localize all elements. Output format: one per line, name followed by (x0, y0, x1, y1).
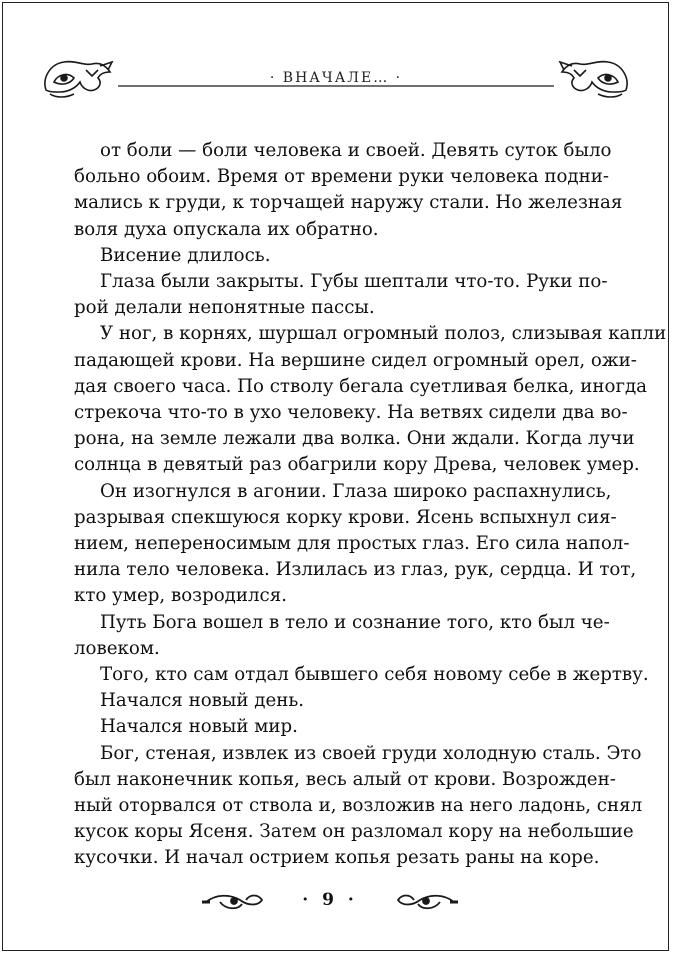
page-footer (200, 880, 460, 920)
text-line: Висение длилось. (100, 244, 271, 266)
text-line: воля духа опускала их обратно. (74, 218, 379, 240)
paragraph (74, 243, 578, 269)
paragraph (74, 688, 578, 714)
paragraph (74, 714, 578, 740)
text-line: ловеком. (74, 637, 160, 659)
text-line: У ног, в корнях, шуршал огромный полоз, слизывая капли (100, 323, 667, 345)
text-line: разрывая спекшуюся корку крови. Ясень вспыхнул сия- (74, 506, 617, 528)
text-line: дая своего часа. По стволу бегала суетливая белка, иногда (74, 375, 648, 397)
page-number: · 9 · (302, 890, 358, 910)
text-line: нием, непереносимым для простых глаз. Его сила напол- (74, 533, 630, 555)
paragraph (74, 269, 608, 321)
text-line: солнца в девятый раз обагрили кору Древа, человек умер. (74, 454, 640, 476)
body-text (74, 138, 667, 872)
text-line: кто умер, возродился. (74, 585, 287, 607)
text-line: падающей крови. На вершине сидел огромный орел, ожи- (74, 349, 637, 371)
text-line: нила тело человека. Излилась из глаз, рук, сердца. И тот, (74, 559, 637, 581)
text-line: кусочки. И начал острием копья резать раны на коре. (74, 847, 600, 869)
text-line: Начался новый мир. (100, 716, 298, 738)
paragraph (74, 321, 667, 478)
paragraph (74, 741, 643, 872)
paragraph (74, 662, 649, 688)
paragraph (74, 138, 623, 243)
running-header (40, 52, 632, 102)
text-line: Начался новый день. (100, 690, 305, 712)
text-line: Он изогнулся в агонии. Глаза широко распахнулись, (100, 480, 612, 502)
text-line: кусок коры Ясеня. Затем он разломал кору на небольшие (74, 821, 634, 843)
text-line: рой делали непонятные пассы. (74, 297, 375, 319)
paragraph (74, 479, 637, 610)
text-line: ный оторвался от ствола и, возложив на него ладонь, снял (74, 795, 643, 817)
chapter-title: · ВНАЧАЛЕ… · (269, 70, 403, 86)
text-line: больно обоим. Время от времени руки человека подни- (74, 166, 609, 188)
paragraph (74, 610, 610, 662)
text-line: Бог, стеная, извлек из своей груди холодную сталь. Это (100, 742, 642, 764)
text-line: Путь Бога вошел в тело и сознание того, кто был че- (100, 611, 610, 633)
text-line: Глаза были закрыты. Губы шептали что-то. Руки по- (100, 271, 608, 293)
text-line: рона, на земле лежали два волка. Они ждали. Когда лучи (74, 428, 635, 450)
text-line: стрекоча что-то в ухо человеку. На ветвях сидели два во- (74, 402, 628, 424)
text-line: от боли — боли человека и своей. Девять суток было (100, 140, 612, 161)
text-line: мались к груди, к торчащей наружу стали. Но железная (74, 192, 623, 214)
text-line: Того, кто сам отдал бывшего себя новому себе в жертву. (100, 664, 649, 686)
text-line: был наконечник копья, весь алый от крови. Возрожден- (74, 768, 616, 790)
